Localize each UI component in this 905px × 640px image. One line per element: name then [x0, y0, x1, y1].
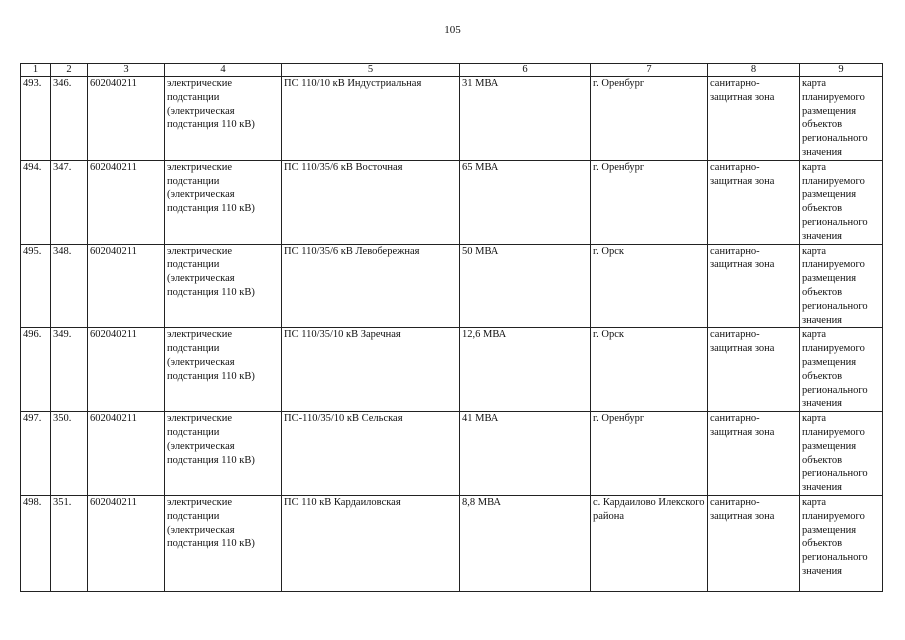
row-index: 493. [21, 77, 51, 161]
column-header-2: 2 [51, 64, 88, 77]
object-name: ПС 110/10 кВ Индустриальная [282, 77, 460, 161]
row-index: 498. [21, 495, 51, 591]
sub-index: 350. [51, 412, 88, 496]
map-reference: карта планируемого размещения объектов регионального значения [800, 244, 883, 328]
capacity: 31 МВА [460, 77, 591, 161]
location: г. Оренбург [591, 412, 708, 496]
object-type: электрические подстанции (электрическая подстанция 110 кВ) [165, 77, 282, 161]
row-index: 494. [21, 160, 51, 244]
header-row [21, 64, 883, 77]
object-type: электрические подстанции (электрическая подстанция 110 кВ) [165, 244, 282, 328]
table-row [21, 160, 883, 244]
page-number: 105 [444, 24, 461, 36]
map-reference: карта планируемого размещения объектов регионального значения [800, 328, 883, 412]
map-reference: карта планируемого размещения объектов регионального значения [800, 412, 883, 496]
object-name: ПС 110/35/6 кВ Левобережная [282, 244, 460, 328]
object-name: ПС 110 кВ Кардаиловская [282, 495, 460, 591]
location: г. Орск [591, 244, 708, 328]
column-header-7: 7 [591, 64, 708, 77]
object-code: 602040211 [88, 495, 165, 591]
sub-index: 348. [51, 244, 88, 328]
capacity: 65 МВА [460, 160, 591, 244]
table-row [21, 495, 883, 591]
object-name: ПС 110/35/6 кВ Восточная [282, 160, 460, 244]
row-index: 495. [21, 244, 51, 328]
location: г. Оренбург [591, 160, 708, 244]
map-reference: карта планируемого размещения объектов регионального значения [800, 495, 883, 591]
table-row [21, 244, 883, 328]
table-row [21, 328, 883, 412]
capacity: 12,6 МВА [460, 328, 591, 412]
column-header-9: 9 [800, 64, 883, 77]
object-code: 602040211 [88, 160, 165, 244]
location: г. Оренбург [591, 77, 708, 161]
column-header-1: 1 [21, 64, 51, 77]
capacity: 8,8 МВА [460, 495, 591, 591]
zone-type: санитарно-защитная зона [708, 244, 800, 328]
object-name: ПС 110/35/10 кВ Заречная [282, 328, 460, 412]
column-header-4: 4 [165, 64, 282, 77]
capacity: 41 МВА [460, 412, 591, 496]
row-index: 497. [21, 412, 51, 496]
sub-index: 346. [51, 77, 88, 161]
map-reference: карта планируемого размещения объектов регионального значения [800, 77, 883, 161]
row-index: 496. [21, 328, 51, 412]
location: г. Орск [591, 328, 708, 412]
zone-type: санитарно-защитная зона [708, 328, 800, 412]
sub-index: 349. [51, 328, 88, 412]
zone-type: санитарно-защитная зона [708, 160, 800, 244]
object-type: электрические подстанции (электрическая подстанция 110 кВ) [165, 328, 282, 412]
object-code: 602040211 [88, 412, 165, 496]
zone-type: санитарно-защитная зона [708, 495, 800, 591]
object-type: электрические подстанции (электрическая подстанция 110 кВ) [165, 160, 282, 244]
object-code: 602040211 [88, 244, 165, 328]
registry-table [20, 63, 883, 592]
sub-index: 347. [51, 160, 88, 244]
object-type: электрические подстанции (электрическая подстанция 110 кВ) [165, 495, 282, 591]
column-header-5: 5 [282, 64, 460, 77]
column-header-3: 3 [88, 64, 165, 77]
map-reference: карта планируемого размещения объектов регионального значения [800, 160, 883, 244]
table-row [21, 412, 883, 496]
sub-index: 351. [51, 495, 88, 591]
object-name: ПС-110/35/10 кВ Сельская [282, 412, 460, 496]
column-header-8: 8 [708, 64, 800, 77]
location: с. Кардаилово Илекского района [591, 495, 708, 591]
capacity: 50 МВА [460, 244, 591, 328]
column-header-6: 6 [460, 64, 591, 77]
zone-type: санитарно-защитная зона [708, 77, 800, 161]
object-code: 602040211 [88, 77, 165, 161]
table-row [21, 77, 883, 161]
object-code: 602040211 [88, 328, 165, 412]
zone-type: санитарно-защитная зона [708, 412, 800, 496]
object-type: электрические подстанции (электрическая подстанция 110 кВ) [165, 412, 282, 496]
